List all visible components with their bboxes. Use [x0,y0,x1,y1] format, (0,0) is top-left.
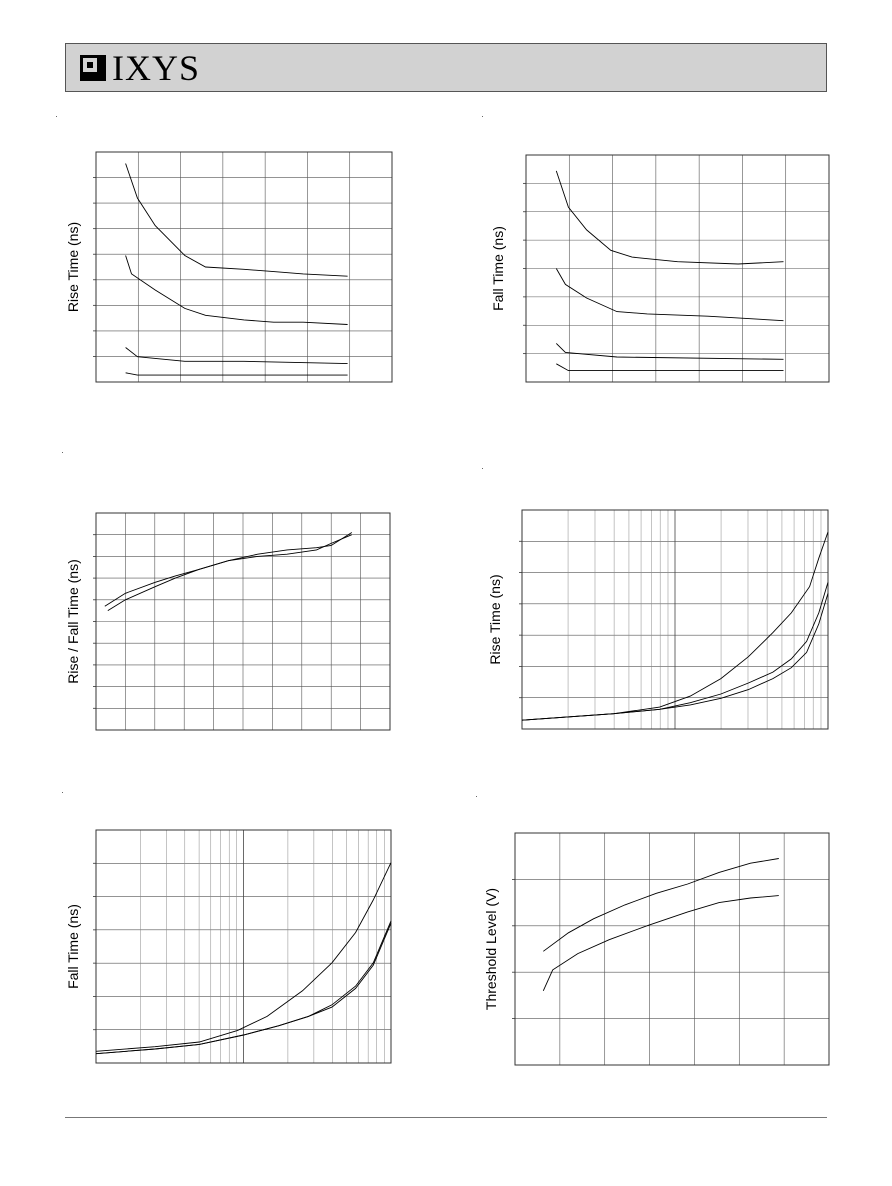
series-line-1 [543,859,779,952]
grid [512,833,829,1065]
brand-name: IXYS [112,48,201,88]
y-axis-label: Rise / Fall Time (ns) [65,559,81,684]
y-axis-label: Fall Time (ns) [490,226,506,311]
footer-rule [65,1117,827,1118]
series-line-2 [543,896,779,991]
y-axis-label: Rise Time (ns) [65,221,81,313]
y-axis-label: Threshold Level (V) [483,887,499,1011]
y-axis-label: Fall Time (ns) [65,904,81,989]
y-axis-label: Rise Time (ns) [487,574,503,665]
plot-frame [515,833,829,1065]
